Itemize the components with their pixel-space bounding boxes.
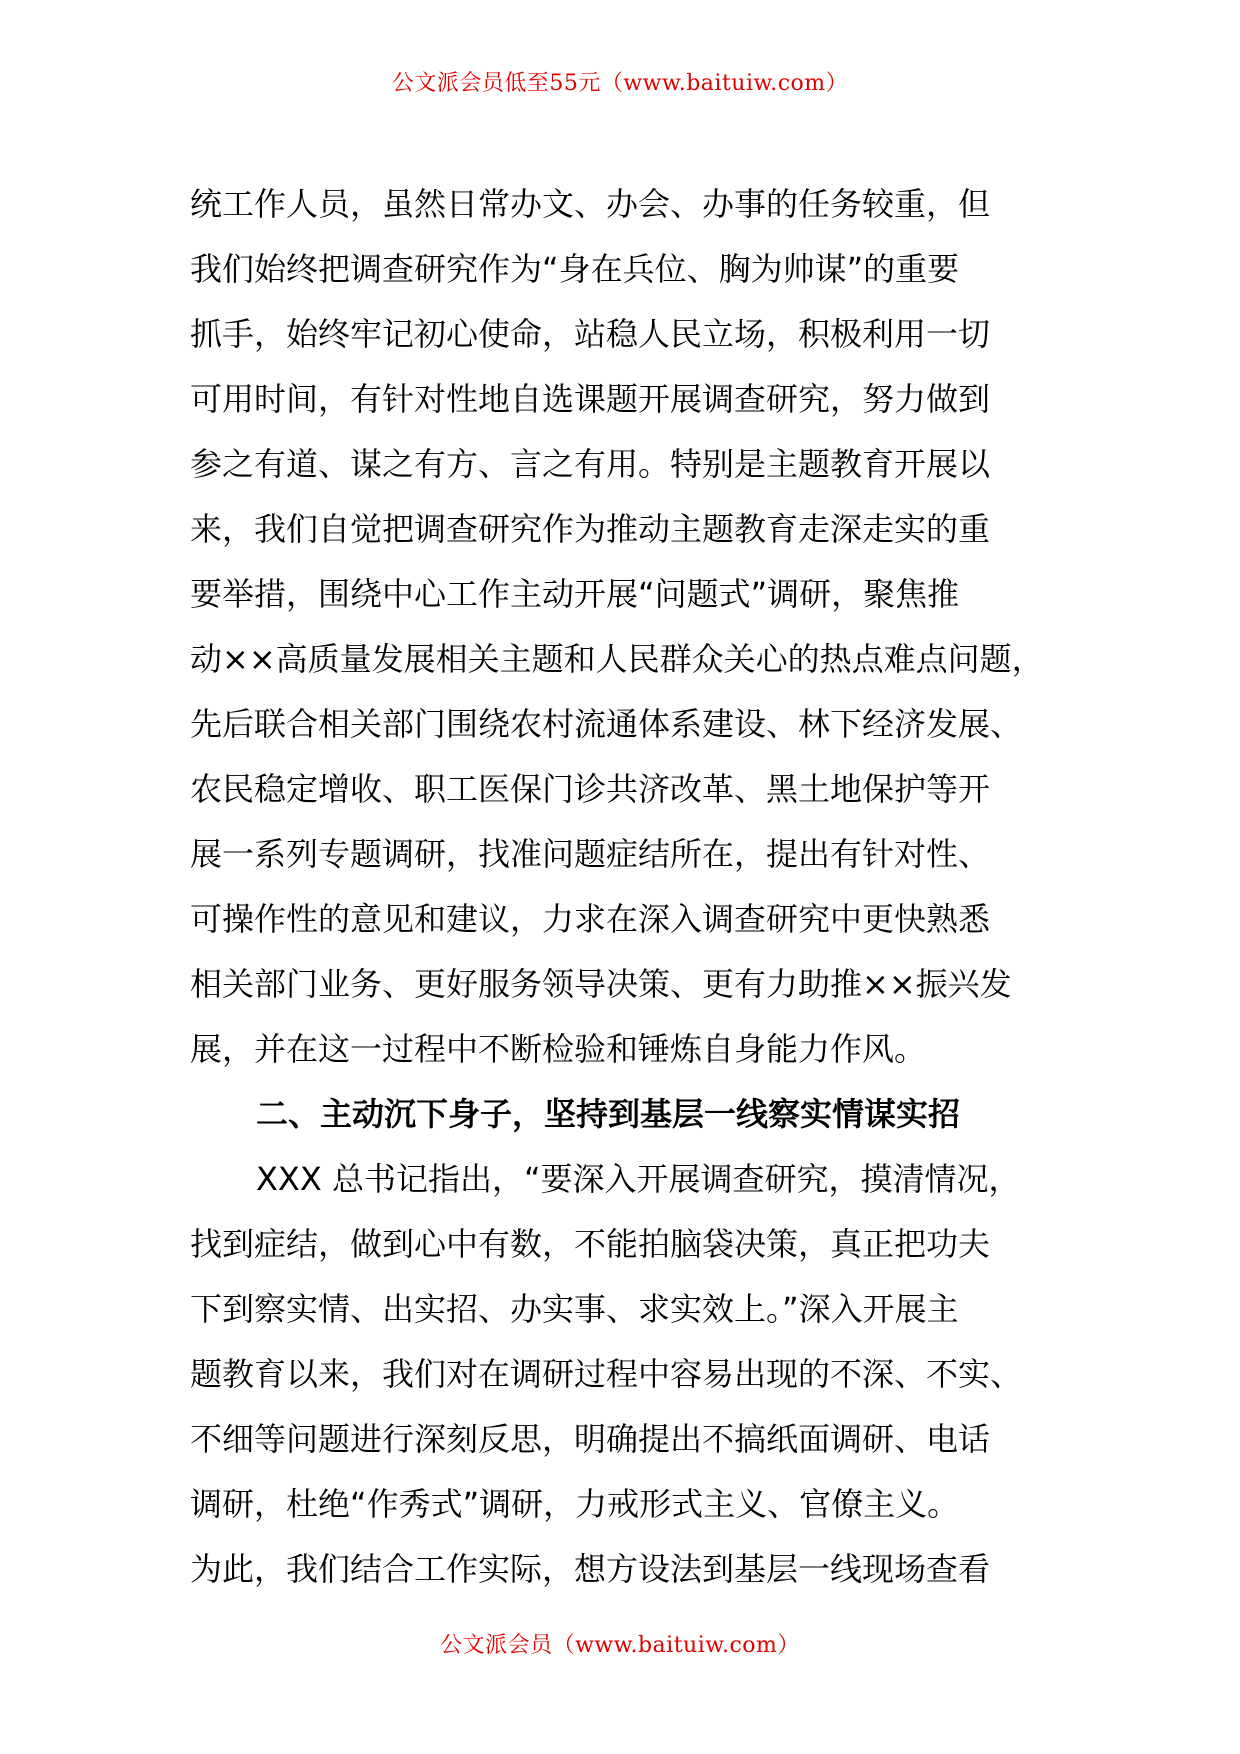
paragraph-line: 题教育以来，我们对在调研过程中容易出现的不深、不实、 xyxy=(190,1355,1023,1393)
paragraph-line: 不细等问题进行深刻反思，明确提出不搞纸面调研、电话 xyxy=(190,1420,991,1458)
paragraph-line: 展一系列专题调研，找准问题症结所在，提出有针对性、 xyxy=(190,835,991,873)
paragraph-line: 展，并在这一过程中不断检验和锤炼自身能力作风。 xyxy=(190,1030,927,1068)
paragraph-line: 抓手，始终牢记初心使命，站稳人民立场，积极利用一切 xyxy=(190,315,991,353)
paragraph-line: XXX 总书记指出，“要深入开展调查研究，摸清情况， xyxy=(256,1160,1021,1198)
document-body xyxy=(190,172,1080,1602)
paragraph-line: 要举措，围绕中心工作主动开展“问题式”调研，聚焦推 xyxy=(190,575,960,613)
paragraph-line: 我们始终把调查研究作为“身在兵位、胸为帅谋”的重要 xyxy=(190,250,960,288)
paragraph-line: 调研，杜绝“作秀式”调研，力戒形式主义、官僚主义。 xyxy=(190,1485,960,1523)
paragraph-line: 找到症结，做到心中有数，不能拍脑袋决策，真正把功夫 xyxy=(190,1225,991,1263)
paragraph-line: 动××高质量发展相关主题和人民群众关心的热点难点问题， xyxy=(190,640,1044,678)
paragraph-line: 可操作性的意见和建议，力求在深入调查研究中更快熟悉 xyxy=(190,900,991,938)
paragraph-line: 统工作人员，虽然日常办文、办会、办事的任务较重，但 xyxy=(190,185,991,223)
paragraph-line: 下到察实情、出实招、办实事、求实效上。”深入开展主 xyxy=(190,1290,959,1328)
paragraph-line: 可用时间，有针对性地自选课题开展调查研究，努力做到 xyxy=(190,380,991,418)
section-heading: 二、主动沉下身子，坚持到基层一线察实情谋实招 xyxy=(256,1095,961,1133)
footer-banner: 公文派会员（www.baituiw.com） xyxy=(440,1633,800,1658)
paragraph-line: 参之有道、谋之有方、言之有用。特别是主题教育开展以 xyxy=(190,445,991,483)
paragraph-line: 相关部门业务、更好服务领导决策、更有力助推××振兴发 xyxy=(190,965,1012,1003)
paragraph-line: 为此，我们结合工作实际，想方设法到基层一线现场查看 xyxy=(190,1550,991,1588)
header-banner: 公文派会员低至55元（www.baituiw.com） xyxy=(391,71,849,96)
paragraph-line: 先后联合相关部门围绕农村流通体系建设、林下经济发展、 xyxy=(190,705,1023,743)
paragraph-line: 农民稳定增收、职工医保门诊共济改革、黑土地保护等开 xyxy=(190,770,991,808)
paragraph-line: 来，我们自觉把调查研究作为推动主题教育走深走实的重 xyxy=(190,510,991,548)
